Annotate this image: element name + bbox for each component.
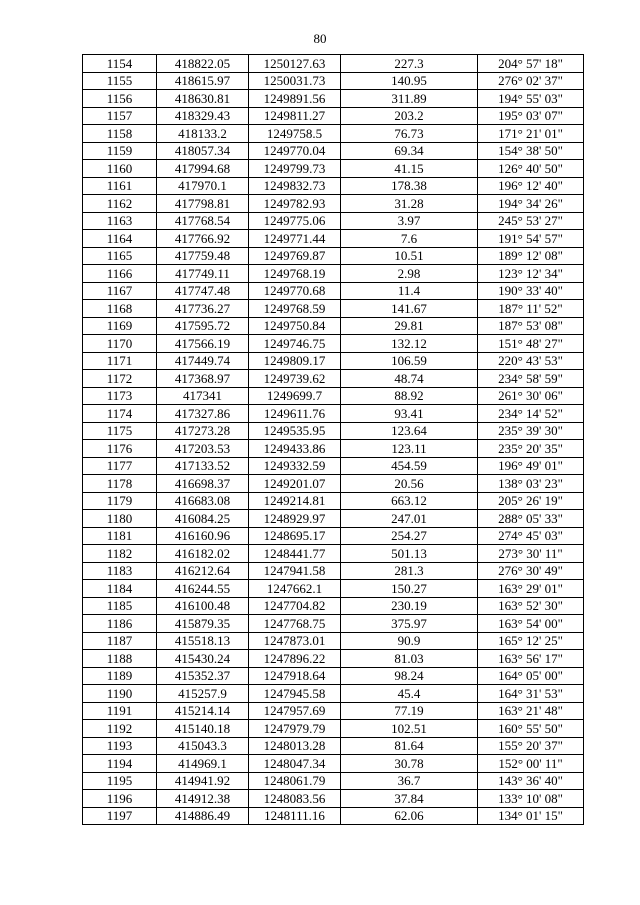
x-coordinate-cell: 417595.72 [157, 317, 249, 335]
table-row [83, 370, 584, 388]
distance-cell: 31.28 [341, 195, 478, 213]
distance-cell: 3.97 [341, 212, 478, 230]
x-coordinate-cell: 415140.18 [157, 720, 249, 738]
x-coordinate-cell: 416100.48 [157, 597, 249, 615]
bearing-cell: 288° 05' 33" [478, 510, 584, 528]
x-coordinate-cell: 416182.02 [157, 545, 249, 563]
x-coordinate-cell: 415518.13 [157, 632, 249, 650]
y-coordinate-cell: 1249332.59 [249, 457, 341, 475]
bearing-cell: 123° 12' 34" [478, 265, 584, 283]
y-coordinate-cell: 1249799.73 [249, 160, 341, 178]
bearing-cell: 187° 11' 52" [478, 300, 584, 318]
bearing-cell: 191° 54' 57" [478, 230, 584, 248]
point-number-cell: 1197 [83, 807, 157, 825]
coordinates-table-body [83, 55, 584, 825]
point-number-cell: 1186 [83, 615, 157, 633]
point-number-cell: 1171 [83, 352, 157, 370]
distance-cell: 29.81 [341, 317, 478, 335]
y-coordinate-cell: 1249768.59 [249, 300, 341, 318]
y-coordinate-cell: 1249746.75 [249, 335, 341, 353]
point-number-cell: 1190 [83, 685, 157, 703]
y-coordinate-cell: 1249891.56 [249, 90, 341, 108]
distance-cell: 62.06 [341, 807, 478, 825]
y-coordinate-cell: 1249758.5 [249, 125, 341, 143]
table-row [83, 212, 584, 230]
table-row [83, 300, 584, 318]
y-coordinate-cell: 1247704.82 [249, 597, 341, 615]
y-coordinate-cell: 1249775.06 [249, 212, 341, 230]
y-coordinate-cell: 1248695.17 [249, 527, 341, 545]
distance-cell: 30.78 [341, 755, 478, 773]
x-coordinate-cell: 417273.28 [157, 422, 249, 440]
point-number-cell: 1178 [83, 475, 157, 493]
y-coordinate-cell: 1248013.28 [249, 737, 341, 755]
distance-cell: 106.59 [341, 352, 478, 370]
x-coordinate-cell: 414886.49 [157, 807, 249, 825]
x-coordinate-cell: 417749.11 [157, 265, 249, 283]
y-coordinate-cell: 1247768.75 [249, 615, 341, 633]
table-row [83, 422, 584, 440]
point-number-cell: 1176 [83, 440, 157, 458]
x-coordinate-cell: 416683.08 [157, 492, 249, 510]
table-row [83, 142, 584, 160]
bearing-cell: 163° 54' 00" [478, 615, 584, 633]
x-coordinate-cell: 417449.74 [157, 352, 249, 370]
point-number-cell: 1196 [83, 790, 157, 808]
bearing-cell: 274° 45' 03" [478, 527, 584, 545]
bearing-cell: 151° 48' 27" [478, 335, 584, 353]
bearing-cell: 194° 34' 26" [478, 195, 584, 213]
bearing-cell: 134° 01' 15" [478, 807, 584, 825]
point-number-cell: 1172 [83, 370, 157, 388]
y-coordinate-cell: 1249611.76 [249, 405, 341, 423]
point-number-cell: 1177 [83, 457, 157, 475]
table-row [83, 177, 584, 195]
bearing-cell: 163° 21' 48" [478, 702, 584, 720]
bearing-cell: 204° 57' 18" [478, 55, 584, 73]
point-number-cell: 1168 [83, 300, 157, 318]
table-row [83, 580, 584, 598]
y-coordinate-cell: 1250127.63 [249, 55, 341, 73]
x-coordinate-cell: 417798.81 [157, 195, 249, 213]
x-coordinate-cell: 415043.3 [157, 737, 249, 755]
y-coordinate-cell: 1249771.44 [249, 230, 341, 248]
table-row [83, 685, 584, 703]
y-coordinate-cell: 1247896.22 [249, 650, 341, 668]
y-coordinate-cell: 1248061.79 [249, 772, 341, 790]
distance-cell: 178.38 [341, 177, 478, 195]
y-coordinate-cell: 1248441.77 [249, 545, 341, 563]
distance-cell: 77.19 [341, 702, 478, 720]
bearing-cell: 165° 12' 25" [478, 632, 584, 650]
bearing-cell: 160° 55' 50" [478, 720, 584, 738]
table-row [83, 55, 584, 73]
y-coordinate-cell: 1248929.97 [249, 510, 341, 528]
point-number-cell: 1154 [83, 55, 157, 73]
x-coordinate-cell: 418822.05 [157, 55, 249, 73]
y-coordinate-cell: 1248047.34 [249, 755, 341, 773]
point-number-cell: 1185 [83, 597, 157, 615]
bearing-cell: 163° 52' 30" [478, 597, 584, 615]
y-coordinate-cell: 1249770.68 [249, 282, 341, 300]
distance-cell: 454.59 [341, 457, 478, 475]
table-row [83, 195, 584, 213]
point-number-cell: 1155 [83, 72, 157, 90]
x-coordinate-cell: 415257.9 [157, 685, 249, 703]
table-row [83, 702, 584, 720]
x-coordinate-cell: 418133.2 [157, 125, 249, 143]
point-number-cell: 1191 [83, 702, 157, 720]
x-coordinate-cell: 417133.52 [157, 457, 249, 475]
x-coordinate-cell: 417766.92 [157, 230, 249, 248]
table-row [83, 457, 584, 475]
x-coordinate-cell: 417327.86 [157, 405, 249, 423]
bearing-cell: 126° 40' 50" [478, 160, 584, 178]
bearing-cell: 154° 38' 50" [478, 142, 584, 160]
x-coordinate-cell: 417566.19 [157, 335, 249, 353]
x-coordinate-cell: 418630.81 [157, 90, 249, 108]
x-coordinate-cell: 415352.37 [157, 667, 249, 685]
bearing-cell: 164° 05' 00" [478, 667, 584, 685]
y-coordinate-cell: 1249832.73 [249, 177, 341, 195]
table-row [83, 772, 584, 790]
bearing-cell: 220° 43' 53" [478, 352, 584, 370]
table-row [83, 597, 584, 615]
table-row [83, 492, 584, 510]
distance-cell: 48.74 [341, 370, 478, 388]
table-row [83, 755, 584, 773]
bearing-cell: 155° 20' 37" [478, 737, 584, 755]
point-number-cell: 1159 [83, 142, 157, 160]
distance-cell: 281.3 [341, 562, 478, 580]
distance-cell: 2.98 [341, 265, 478, 283]
table-row [83, 352, 584, 370]
y-coordinate-cell: 1247979.79 [249, 720, 341, 738]
y-coordinate-cell: 1249770.04 [249, 142, 341, 160]
x-coordinate-cell: 414912.38 [157, 790, 249, 808]
point-number-cell: 1170 [83, 335, 157, 353]
x-coordinate-cell: 415430.24 [157, 650, 249, 668]
distance-cell: 311.89 [341, 90, 478, 108]
table-row [83, 335, 584, 353]
point-number-cell: 1164 [83, 230, 157, 248]
table-row [83, 387, 584, 405]
point-number-cell: 1162 [83, 195, 157, 213]
bearing-cell: 138° 03' 23" [478, 475, 584, 493]
x-coordinate-cell: 417759.48 [157, 247, 249, 265]
y-coordinate-cell: 1249769.87 [249, 247, 341, 265]
x-coordinate-cell: 417341 [157, 387, 249, 405]
table-row [83, 527, 584, 545]
table-row [83, 90, 584, 108]
distance-cell: 98.24 [341, 667, 478, 685]
x-coordinate-cell: 414969.1 [157, 755, 249, 773]
bearing-cell: 245° 53' 27" [478, 212, 584, 230]
bearing-cell: 276° 30' 49" [478, 562, 584, 580]
y-coordinate-cell: 1247941.58 [249, 562, 341, 580]
table-row [83, 632, 584, 650]
y-coordinate-cell: 1249739.62 [249, 370, 341, 388]
bearing-cell: 190° 33' 40" [478, 282, 584, 300]
table-row [83, 405, 584, 423]
distance-cell: 10.51 [341, 247, 478, 265]
point-number-cell: 1175 [83, 422, 157, 440]
table-row [83, 440, 584, 458]
x-coordinate-cell: 418329.43 [157, 107, 249, 125]
y-coordinate-cell: 1247662.1 [249, 580, 341, 598]
table-row [83, 737, 584, 755]
x-coordinate-cell: 417203.53 [157, 440, 249, 458]
point-number-cell: 1166 [83, 265, 157, 283]
bearing-cell: 143° 36' 40" [478, 772, 584, 790]
distance-cell: 76.73 [341, 125, 478, 143]
bearing-cell: 234° 14' 52" [478, 405, 584, 423]
table-row [83, 615, 584, 633]
x-coordinate-cell: 415214.14 [157, 702, 249, 720]
x-coordinate-cell: 418615.97 [157, 72, 249, 90]
table-row [83, 72, 584, 90]
distance-cell: 254.27 [341, 527, 478, 545]
distance-cell: 93.41 [341, 405, 478, 423]
bearing-cell: 205° 26' 19" [478, 492, 584, 510]
bearing-cell: 195° 03' 07" [478, 107, 584, 125]
x-coordinate-cell: 417747.48 [157, 282, 249, 300]
table-row [83, 230, 584, 248]
point-number-cell: 1163 [83, 212, 157, 230]
y-coordinate-cell: 1247957.69 [249, 702, 341, 720]
bearing-cell: 194° 55' 03" [478, 90, 584, 108]
distance-cell: 132.12 [341, 335, 478, 353]
point-number-cell: 1188 [83, 650, 157, 668]
point-number-cell: 1193 [83, 737, 157, 755]
distance-cell: 501.13 [341, 545, 478, 563]
bearing-cell: 235° 39' 30" [478, 422, 584, 440]
x-coordinate-cell: 416212.64 [157, 562, 249, 580]
table-row [83, 125, 584, 143]
coordinates-table [82, 54, 584, 825]
table-row [83, 545, 584, 563]
distance-cell: 375.97 [341, 615, 478, 633]
y-coordinate-cell: 1247918.64 [249, 667, 341, 685]
y-coordinate-cell: 1248111.16 [249, 807, 341, 825]
point-number-cell: 1182 [83, 545, 157, 563]
point-number-cell: 1167 [83, 282, 157, 300]
distance-cell: 227.3 [341, 55, 478, 73]
bearing-cell: 276° 02' 37" [478, 72, 584, 90]
y-coordinate-cell: 1249535.95 [249, 422, 341, 440]
table-row [83, 650, 584, 668]
point-number-cell: 1179 [83, 492, 157, 510]
y-coordinate-cell: 1249433.86 [249, 440, 341, 458]
point-number-cell: 1173 [83, 387, 157, 405]
point-number-cell: 1157 [83, 107, 157, 125]
distance-cell: 11.4 [341, 282, 478, 300]
y-coordinate-cell: 1249750.84 [249, 317, 341, 335]
table-row [83, 807, 584, 825]
distance-cell: 90.9 [341, 632, 478, 650]
table-row [83, 562, 584, 580]
table-row [83, 247, 584, 265]
bearing-cell: 196° 49' 01" [478, 457, 584, 475]
table-row [83, 282, 584, 300]
distance-cell: 150.27 [341, 580, 478, 598]
point-number-cell: 1189 [83, 667, 157, 685]
distance-cell: 203.2 [341, 107, 478, 125]
point-number-cell: 1174 [83, 405, 157, 423]
table-row [83, 720, 584, 738]
table-row [83, 510, 584, 528]
distance-cell: 69.34 [341, 142, 478, 160]
y-coordinate-cell: 1249811.27 [249, 107, 341, 125]
x-coordinate-cell: 416160.96 [157, 527, 249, 545]
page-number: 80 [313, 31, 327, 46]
table-row [83, 475, 584, 493]
point-number-cell: 1192 [83, 720, 157, 738]
distance-cell: 37.84 [341, 790, 478, 808]
x-coordinate-cell: 416244.55 [157, 580, 249, 598]
bearing-cell: 163° 56' 17" [478, 650, 584, 668]
y-coordinate-cell: 1247873.01 [249, 632, 341, 650]
point-number-cell: 1180 [83, 510, 157, 528]
table-row [83, 160, 584, 178]
distance-cell: 140.95 [341, 72, 478, 90]
point-number-cell: 1181 [83, 527, 157, 545]
distance-cell: 123.64 [341, 422, 478, 440]
point-number-cell: 1187 [83, 632, 157, 650]
x-coordinate-cell: 417994.68 [157, 160, 249, 178]
distance-cell: 45.4 [341, 685, 478, 703]
x-coordinate-cell: 415879.35 [157, 615, 249, 633]
bearing-cell: 164° 31' 53" [478, 685, 584, 703]
x-coordinate-cell: 417736.27 [157, 300, 249, 318]
x-coordinate-cell: 416698.37 [157, 475, 249, 493]
bearing-cell: 152° 00' 11" [478, 755, 584, 773]
y-coordinate-cell: 1249768.19 [249, 265, 341, 283]
point-number-cell: 1183 [83, 562, 157, 580]
point-number-cell: 1184 [83, 580, 157, 598]
point-number-cell: 1165 [83, 247, 157, 265]
bearing-cell: 187° 53' 08" [478, 317, 584, 335]
bearing-cell: 261° 30' 06" [478, 387, 584, 405]
bearing-cell: 171° 21' 01" [478, 125, 584, 143]
distance-cell: 81.64 [341, 737, 478, 755]
y-coordinate-cell: 1247945.58 [249, 685, 341, 703]
point-number-cell: 1161 [83, 177, 157, 195]
distance-cell: 663.12 [341, 492, 478, 510]
x-coordinate-cell: 417768.54 [157, 212, 249, 230]
table-row [83, 667, 584, 685]
distance-cell: 230.19 [341, 597, 478, 615]
bearing-cell: 163° 29' 01" [478, 580, 584, 598]
bearing-cell: 273° 30' 11" [478, 545, 584, 563]
y-coordinate-cell: 1249782.93 [249, 195, 341, 213]
bearing-cell: 235° 20' 35" [478, 440, 584, 458]
point-number-cell: 1158 [83, 125, 157, 143]
bearing-cell: 234° 58' 59" [478, 370, 584, 388]
distance-cell: 7.6 [341, 230, 478, 248]
point-number-cell: 1156 [83, 90, 157, 108]
y-coordinate-cell: 1248083.56 [249, 790, 341, 808]
table-row [83, 107, 584, 125]
table-row [83, 790, 584, 808]
distance-cell: 20.56 [341, 475, 478, 493]
table-row [83, 265, 584, 283]
y-coordinate-cell: 1249699.7 [249, 387, 341, 405]
bearing-cell: 133° 10' 08" [478, 790, 584, 808]
distance-cell: 41.15 [341, 160, 478, 178]
y-coordinate-cell: 1250031.73 [249, 72, 341, 90]
y-coordinate-cell: 1249809.17 [249, 352, 341, 370]
distance-cell: 141.67 [341, 300, 478, 318]
distance-cell: 81.03 [341, 650, 478, 668]
x-coordinate-cell: 417970.1 [157, 177, 249, 195]
x-coordinate-cell: 417368.97 [157, 370, 249, 388]
distance-cell: 247.01 [341, 510, 478, 528]
table-row [83, 317, 584, 335]
distance-cell: 123.11 [341, 440, 478, 458]
distance-cell: 88.92 [341, 387, 478, 405]
y-coordinate-cell: 1249201.07 [249, 475, 341, 493]
bearing-cell: 189° 12' 08" [478, 247, 584, 265]
y-coordinate-cell: 1249214.81 [249, 492, 341, 510]
point-number-cell: 1195 [83, 772, 157, 790]
point-number-cell: 1169 [83, 317, 157, 335]
x-coordinate-cell: 414941.92 [157, 772, 249, 790]
x-coordinate-cell: 416084.25 [157, 510, 249, 528]
point-number-cell: 1160 [83, 160, 157, 178]
x-coordinate-cell: 418057.34 [157, 142, 249, 160]
bearing-cell: 196° 12' 40" [478, 177, 584, 195]
distance-cell: 36.7 [341, 772, 478, 790]
distance-cell: 102.51 [341, 720, 478, 738]
point-number-cell: 1194 [83, 755, 157, 773]
